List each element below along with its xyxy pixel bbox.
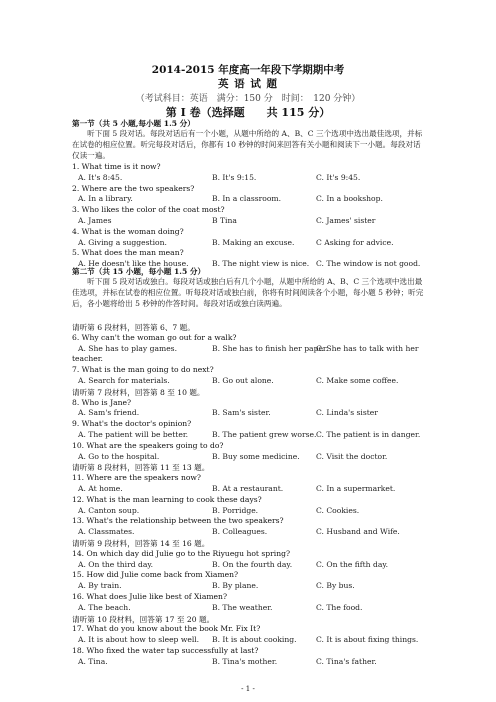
answer-option: A. At home. bbox=[78, 484, 123, 493]
answer-option: C Asking for advice. bbox=[316, 237, 394, 247]
answer-option: A. Search for materials. bbox=[78, 376, 170, 385]
answer-option: A. Tina. bbox=[78, 656, 108, 666]
answer-option: A. James bbox=[78, 216, 112, 225]
section-2-instructions: 听下面 5 段对话或独白。每段对话或独白后有几个小题，从题中所给的 A、B、C 三个选项中选出最佳选项，并标在试卷的相应位置。听每段对话或独白前，你将有时间阅读各个小题，每小题 5 秒钟；听完后，各小题将给出 5 秒钟的作答时间。每段对话或独白读两遍。 bbox=[72, 277, 424, 309]
answer-option: B. It's 9:15. bbox=[212, 172, 257, 182]
answer-option: B. Buy some medicine. bbox=[212, 451, 300, 461]
answer-option: B. Go out alone. bbox=[212, 376, 274, 385]
answer-option: B. The patient grew worse. bbox=[212, 430, 317, 439]
answer-option: A. She has to play games. bbox=[78, 343, 177, 353]
answer-option: B. On the fourth day. bbox=[212, 559, 293, 569]
answer-option: C. James' sister bbox=[316, 216, 376, 225]
answer-option: C. It's 9:45. bbox=[316, 172, 361, 182]
question-stem: 14. On which day did Julie go to the Riyuegu hot spring? bbox=[72, 548, 291, 558]
answer-option: A. Go to the hospital. bbox=[78, 451, 160, 461]
answer-option: C. By bus. bbox=[316, 581, 355, 591]
answer-option: B. It is about cooking. bbox=[212, 635, 297, 645]
answer-option: C. On the fifth day. bbox=[316, 559, 389, 569]
question-stem: 3. Who likes the color of the coat most? bbox=[72, 205, 225, 215]
answer-option: A. He doesn't like the house. bbox=[78, 259, 189, 269]
exam-subject: 英 语 试 题 bbox=[218, 78, 278, 90]
question-stem: 7. What is the man going to do next? bbox=[72, 365, 214, 375]
answer-option: C. Make some coffee. bbox=[316, 376, 399, 385]
question-stem: 6. Why can't the woman go out for a walk? bbox=[72, 332, 237, 342]
question-stem: 1. What time is it now? bbox=[72, 162, 161, 171]
answer-option: B. Making an excuse. bbox=[212, 237, 295, 247]
volume-heading: 第 I 卷（选择题 共 115 分） bbox=[165, 106, 331, 119]
answer-option: A. The patient will be better. bbox=[78, 430, 189, 439]
question-stem: 8. Who is Jane? bbox=[72, 397, 132, 407]
question-stem: 18. Who fixed the water tap successfully at last? bbox=[72, 646, 259, 655]
answer-option: B Tina bbox=[212, 216, 237, 225]
answer-option: C. The food. bbox=[316, 602, 363, 612]
question-stem: 11. Where are the speakers now? bbox=[72, 473, 201, 483]
answer-option: B. Tina's mother. bbox=[212, 656, 278, 666]
exam-info: （考试科目：英语 满分：150 分 时间： 120 分钟） bbox=[135, 94, 361, 104]
answer-option: A. It's 8:45. bbox=[78, 172, 123, 182]
listening-note: 请听第 10 段材料，回答第 17 至 20 题。 bbox=[72, 614, 215, 624]
answer-option: B. At a restaurant. bbox=[212, 484, 284, 493]
question-stem: 9. What's the doctor's opinion? bbox=[72, 419, 192, 429]
answer-option: B. She has to finish her paper. bbox=[212, 343, 329, 353]
question-stem: 5. What does the man mean? bbox=[72, 248, 184, 258]
answer-option: A. By train. bbox=[78, 581, 122, 591]
question-stem: 16. What does Julie like best of Xiamen? bbox=[72, 592, 228, 601]
answer-option: C. It is about fixing things. bbox=[316, 635, 419, 645]
answer-option: C. The patient is in danger. bbox=[316, 430, 421, 439]
answer-option: A. Classmates. bbox=[78, 527, 135, 537]
question-stem: 12. What is the man learning to cook these days? bbox=[72, 494, 262, 504]
answer-option: B. By plane. bbox=[212, 581, 259, 591]
answer-option: C. She has to talk with her bbox=[316, 343, 419, 353]
answer-option: B. Colleagues. bbox=[212, 527, 268, 537]
answer-option: A. Sam's friend. bbox=[78, 408, 140, 418]
answer-option: A. In a library. bbox=[78, 194, 133, 204]
answer-option: C. In a bookshop. bbox=[316, 194, 383, 204]
page-number: - 1 - bbox=[241, 685, 255, 693]
question-stem: 15. How did Julie come back from Xiamen? bbox=[72, 570, 239, 580]
answer-option: B. The night view is nice. bbox=[212, 259, 310, 269]
answer-option: C. Linda's sister bbox=[316, 408, 378, 418]
answer-option: A. Canton soup. bbox=[78, 505, 140, 515]
answer-option: B. Porridge. bbox=[212, 505, 259, 515]
listening-note: 请听第 8 段材料，回答第 11 至 13 题。 bbox=[72, 463, 210, 473]
exam-title: 2014-2015 年度高一年段下学期期中考 bbox=[151, 64, 345, 76]
answer-option: C. The window is not good. bbox=[316, 259, 421, 269]
question-stem: 10. What are the speakers going to do? bbox=[72, 440, 224, 450]
answer-option: B. The weather. bbox=[212, 602, 273, 612]
listening-note: 请听第 9 段材料，回答第 14 至 16 题。 bbox=[72, 539, 210, 548]
answer-option: A. On the third day. bbox=[78, 559, 154, 569]
question-stem: 13. What's the relationship between the two speakers? bbox=[72, 516, 284, 526]
answer-option: C. Cookies. bbox=[316, 505, 360, 515]
answer-option: B. In a classroom. bbox=[212, 194, 282, 204]
listening-note: 请听第 7 段材料，回答第 8 至 10 题。 bbox=[72, 387, 205, 397]
question-stem: 4. What is the woman doing? bbox=[72, 226, 184, 236]
answer-option: C. In a supermarket. bbox=[316, 484, 396, 493]
answer-option: B. Sam's sister. bbox=[212, 408, 271, 418]
answer-option: A. The beach. bbox=[78, 602, 131, 612]
section-1-heading: 第一节（共 5 小题,每小题 1.5 分） bbox=[72, 119, 195, 128]
option-continuation: teacher. bbox=[72, 354, 103, 364]
question-stem: 2. Where are the two speakers? bbox=[72, 183, 195, 193]
section-2-heading: 第二节（共 15 小题，每小题 1.5 分） bbox=[72, 267, 206, 276]
question-stem: 17. What do you know about the book Mr. Fix It? bbox=[72, 624, 261, 634]
answer-option: A. It is about how to sleep well. bbox=[78, 635, 200, 645]
answer-option: C. Husband and Wife. bbox=[316, 527, 400, 537]
answer-option: C. Visit the doctor. bbox=[316, 451, 388, 461]
answer-option: A. Giving a suggestion. bbox=[78, 237, 167, 247]
answer-option: C. Tina's father. bbox=[316, 656, 377, 666]
listening-note: 请听第 6 段材料，回答第 6、7 题。 bbox=[72, 323, 195, 332]
section-1-instructions: 听下面 5 段对话。每段对话后有一个小题，从题中所给的 A、B、C 三个选项中选出最佳选项，并标在试卷的相应位置。听完每段对话后，你都有 10 秒钟的时间来回答有关小题和阅读下一小题。每段对话仅读一遍。 bbox=[72, 129, 423, 161]
